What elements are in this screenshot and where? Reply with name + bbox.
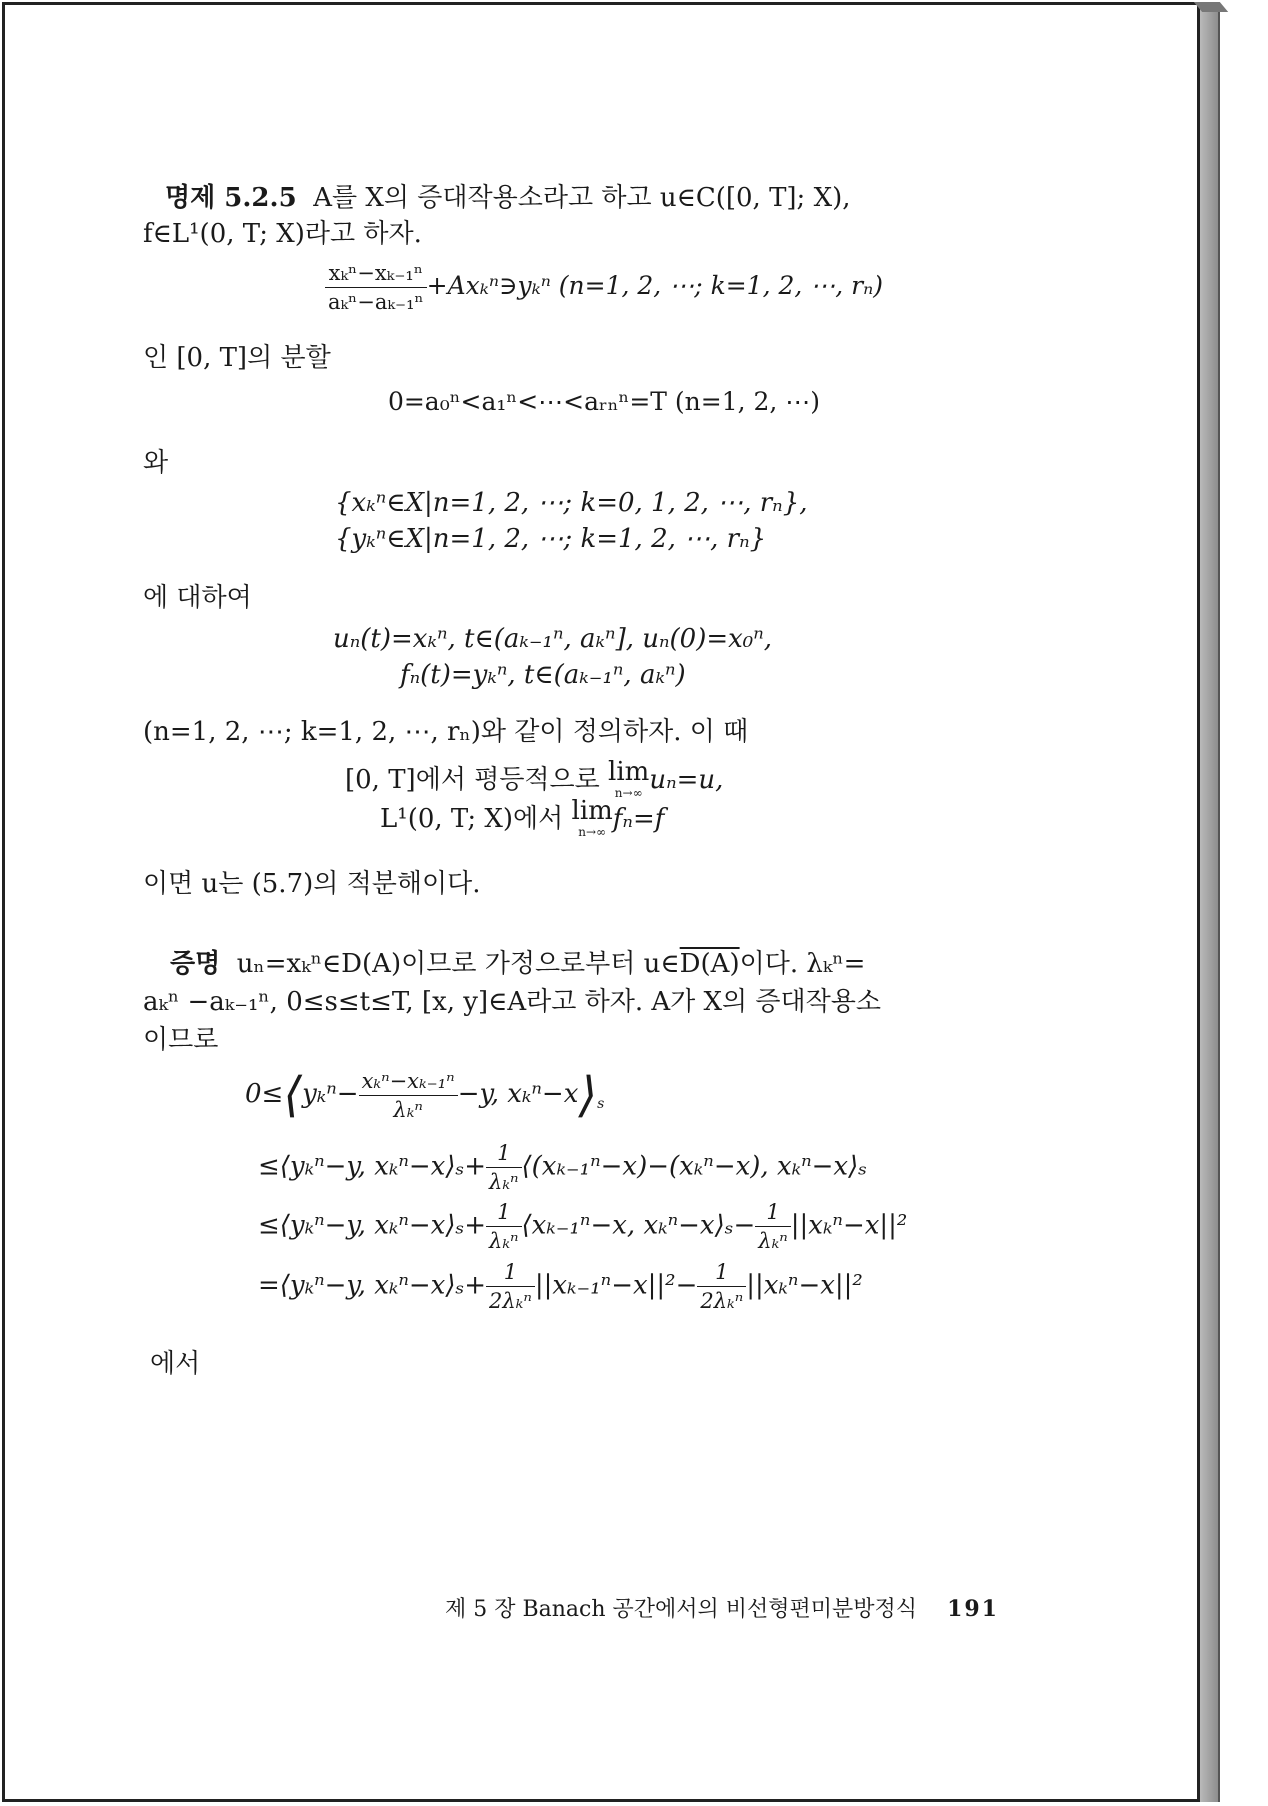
equation-partition: 0=a₀ⁿ<a₁ⁿ<⋯<aᵣₙⁿ=T (n=1, 2, ⋯) [387, 387, 821, 416]
inequality-1: 0≤⟨yₖⁿ− $\frac{\text{xₖⁿ−xₖ₋₁ⁿ}}{\text{λₖⁿ}}$ −y, $x_k^n-x⟩_s$ [245, 1067, 605, 1123]
equation-difference-scheme: $\frac{\text{xₖⁿ−xₖ₋₁ⁿ}}{\text{aₖⁿ−aₖ₋₁ⁿ}}$ +Axₖⁿ∋yₖⁿ (n=1, 2, ⋯; k=1, 2, ⋯, rₙ) [5, 261, 1203, 314]
definition-f: fₙ(t)=yₖⁿ, t∈(aₖ₋₁ⁿ, aₖⁿ) [400, 660, 686, 690]
text-tail: 에서 [150, 1349, 201, 1379]
conclusion: 이면 u는 (5.7)의 적분해이다. [143, 869, 481, 899]
set-x: {xₖⁿ∈X|n=1, 2, ⋯; k=0, 1, 2, ⋯, rₙ}, [335, 488, 808, 518]
difference-quotient: $\frac{\text{xₖⁿ−xₖ₋₁ⁿ}}{\text{aₖⁿ−aₖ₋₁ⁿ}}$ [325, 261, 427, 314]
text-and: 와 [143, 448, 169, 478]
inequality-4: =⟨yₖⁿ−y, xₖⁿ−x⟩ₛ+ $\frac{1}{\text{2λₖⁿ}}$ ||xₖ₋₁ⁿ−x||²− $\frac{1}{\text{2λₖⁿ}}$ ||xₖⁿ−x||² [258, 1260, 863, 1313]
inequality-3: ≤⟨yₖⁿ−y, xₖⁿ−x⟩ₛ+ $\frac{1}{\text{λₖⁿ}}$ ⟨xₖ₋₁ⁿ−x, xₖⁿ−x⟩ₛ− $\frac{1}{\text{λₖⁿ}}$ ||xₖⁿ−x||² [258, 1200, 908, 1253]
proposition-line-1 [165, 177, 851, 214]
chapter-title: 제 5 장 Banach 공간에서의 비선형편미분방정식 [445, 1597, 918, 1622]
proposition-line-2: f∈L¹(0, T; X)라고 하자. [143, 219, 422, 249]
text-define: (n=1, 2, ⋯; k=1, 2, ⋯, rₙ)와 같이 정의하자. 이 때 [143, 717, 749, 747]
proof-label: 증명 [170, 949, 221, 979]
set-y: {yₖⁿ∈X|n=1, 2, ⋯; k=1, 2, ⋯, rₙ} [335, 524, 767, 554]
definition-u: uₙ(t)=xₖⁿ, t∈(aₖ₋₁ⁿ, aₖⁿ], uₙ(0)=x₀ⁿ, [333, 624, 773, 654]
proof-line-1: 증명 uₙ=xₖⁿ∈D(A)이므로 가정으로부터 u∈D(A)이다. λₖⁿ= [170, 949, 866, 979]
page-edge [1200, 6, 1220, 1802]
proof-line-3: 이므로 [143, 1025, 219, 1055]
text-for: 에 대하여 [143, 583, 252, 613]
text-partition: 인 [0, T]의 분할 [143, 343, 331, 373]
inequality-2: ≤⟨yₖⁿ−y, xₖⁿ−x⟩ₛ+ $\frac{1}{\text{λₖⁿ}}$ ⟨(xₖ₋₁ⁿ−x)−(xₖⁿ−x), xₖⁿ−x⟩ₛ [258, 1141, 867, 1194]
page-number: 191 [947, 1596, 999, 1622]
book-page [2, 2, 1200, 1802]
running-footer [445, 1592, 999, 1623]
proposition-statement: A를 X의 증대작용소라고 하고 u∈C([0, T]; X), [313, 183, 851, 213]
proposition-label: 명제 5.2.5 [165, 183, 297, 213]
proof-line-2: aₖⁿ −aₖ₋₁ⁿ, 0≤s≤t≤T, [x, y]∈A라고 하자. A가 X의 증대작용소 [143, 987, 882, 1017]
limit-u: [0, T]에서 평등적으로 lim n→∞ uₙ=u, [345, 757, 724, 800]
limit-f: L¹(0, T; X)에서 lim n→∞ fₙ=f [380, 796, 665, 839]
